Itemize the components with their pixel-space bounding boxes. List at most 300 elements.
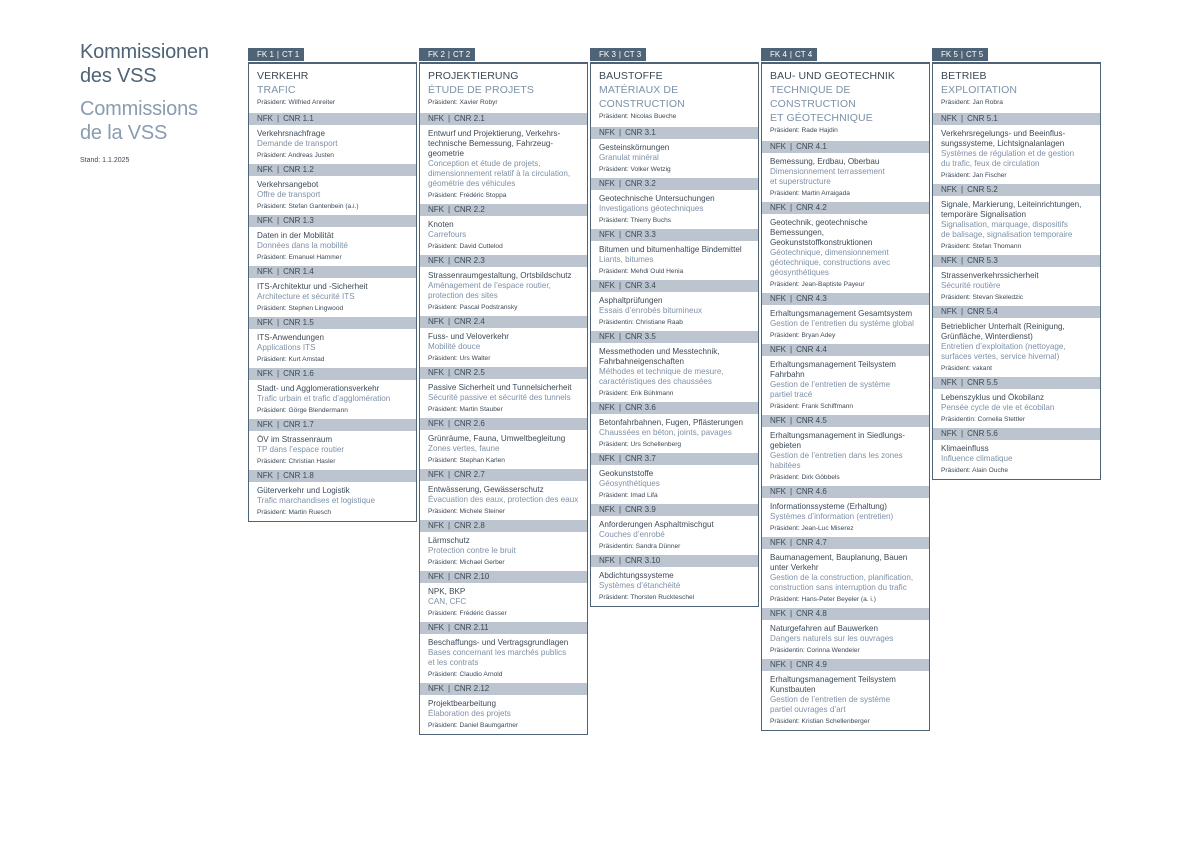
label-separator: | (961, 429, 964, 438)
subcommission-president: Präsident: Görge Blendermann (257, 407, 348, 414)
subcommission-title-de: Bemessung, Erdbau, Oberbau (770, 157, 880, 166)
subcommission-label (249, 368, 416, 380)
subcommission-president: Präsident: Daniel Baumgartner (428, 722, 519, 729)
subcommission-cnr: CNR (454, 572, 472, 581)
subcommission-label (420, 204, 587, 216)
subcommission-title-de: Geotechnische Untersuchungen (599, 194, 715, 203)
subcommission-nfk: NFK (941, 307, 957, 316)
subcommission-cnr: CNR (283, 216, 301, 225)
subcommission-president: Präsident: Erik Bühlmann (599, 390, 674, 397)
subcommission-cnr: CNR (796, 538, 814, 547)
subcommission-president: Präsident: Thierry Buchs (599, 217, 672, 224)
commission-column (419, 44, 588, 735)
subcommission-president: Präsident: Imad Lifa (599, 492, 658, 499)
subcommission-title-fr: surfaces vertes, service hivernal) (941, 352, 1060, 361)
subcommission-title-fr: et superstructure (770, 177, 831, 186)
subcommission-label (249, 113, 416, 125)
label-separator: | (619, 128, 622, 137)
subcommission-number: 3.7 (644, 454, 656, 463)
subcommission-president: Präsident: Christian Hasler (257, 458, 336, 465)
subcommission-president: Präsident: Pascal Podstransky (428, 304, 518, 311)
subcommission-nfk: NFK (941, 378, 957, 387)
subcommission-title-de: Geokunststoffkonstruktionen (770, 238, 873, 247)
subcommission (933, 318, 1100, 377)
page-title-fr-line: de la VSS (80, 122, 168, 144)
subcommission-president: Präsident: Volker Wetzig (599, 166, 671, 173)
subcommission (591, 516, 758, 555)
subcommission-title-de: Entwurf und Projektierung, Verkehrs- (428, 129, 561, 138)
subcommission-nfk: NFK (428, 470, 444, 479)
subcommission-cnr: CNR (283, 114, 301, 123)
subcommission-nfk: NFK (428, 205, 444, 214)
subcommission-label (762, 659, 929, 671)
subcommission-cnr: CNR (454, 205, 472, 214)
subcommission-cnr: CNR (967, 307, 985, 316)
subcommission-nfk: NFK (770, 609, 786, 618)
label-separator: | (790, 294, 793, 303)
subcommission-label (420, 418, 587, 430)
subcommission-cnr: CNR (625, 281, 643, 290)
commission-title-de: PROJEKTIERUNG (428, 70, 519, 82)
commission-tab-fk: FK 5 (941, 50, 958, 59)
subcommission-label (762, 202, 929, 214)
subcommission-label (762, 344, 929, 356)
subcommission-title-de: ÖV im Strassenraum (257, 435, 333, 444)
subcommission-cnr: CNR (454, 684, 472, 693)
subcommission-label (420, 683, 587, 695)
subcommission-title-de: Signale, Markierung, Leiteinrichtungen, (941, 200, 1082, 209)
subcommission-title-de: Stadt- und Agglomerationsverkehr (257, 384, 380, 393)
commission-president: Präsident: Wilfried Anreiter (257, 99, 336, 106)
subcommission-cnr: CNR (625, 454, 643, 463)
subcommission (249, 482, 416, 521)
label-separator: | (790, 609, 793, 618)
subcommission-number: 1.8 (302, 471, 314, 480)
subcommission-number: 1.6 (302, 369, 314, 378)
subcommission-title-de: ITS-Anwendungen (257, 333, 325, 342)
subcommission-title-de: Verkehrsnachfrage (257, 129, 325, 138)
commission-tab-ct: CT 2 (452, 50, 471, 59)
subcommission-title-fr: Applications ITS (257, 343, 316, 352)
subcommission-title-de: Projektbearbeitung (428, 699, 496, 708)
commission-header (420, 64, 587, 113)
subcommission-title-fr: Architecture et sécurité ITS (257, 292, 355, 301)
subcommission-title-fr: et les contrats (428, 658, 479, 667)
subcommission-cnr: CNR (454, 419, 472, 428)
commission-title-de: VERKEHR (257, 70, 309, 82)
subcommission-number: 5.1 (986, 114, 998, 123)
subcommission-title-fr: Aménagement de l’espace routier, (428, 281, 551, 290)
subcommission (762, 356, 929, 415)
subcommission-title-fr: Données dans la mobilité (257, 241, 348, 250)
subcommission-title-fr: Sécurité routière (941, 281, 1001, 290)
subcommission-president: Präsident: David Cuttelod (428, 243, 503, 250)
subcommission-title-fr: Gestion de l’entretien du système global (770, 319, 914, 328)
subcommission-title-fr: Systèmes d’information (entretien) (770, 512, 894, 521)
subcommission-title-fr: géotechnique, constructions avec (770, 258, 891, 267)
subcommission-president: Präsident: Martin Stauber (428, 406, 503, 413)
subcommission-title-fr: Carrefours (428, 230, 467, 239)
subcommission (420, 216, 587, 255)
subcommission-title-de: Verkehrsregelungs- und Beeinflus- (941, 129, 1066, 138)
subcommission-title-fr: Dangers naturels sur les ouvrages (770, 634, 894, 643)
subcommission-title-fr: TP dans l’espace routier (257, 445, 345, 454)
subcommission-number: 3.1 (644, 128, 656, 137)
subcommission-cnr: CNR (796, 294, 814, 303)
subcommission (591, 241, 758, 280)
subcommission (762, 214, 929, 293)
label-separator: | (790, 142, 793, 151)
subcommission-title-de: Passive Sicherheit und Tunnelsicherheit (428, 383, 572, 392)
subcommission-cnr: CNR (796, 203, 814, 212)
subcommission-president: Präsident: Stephan Karlen (428, 457, 505, 464)
commission-box (761, 62, 930, 731)
subcommission (591, 343, 758, 402)
subcommission-title-de: Erhaltungsmanagement Teilsystem (770, 360, 896, 369)
subcommission-label (420, 367, 587, 379)
subcommission (762, 498, 929, 537)
subcommission-label (420, 316, 587, 328)
label-separator: | (448, 419, 451, 428)
subcommission-nfk: NFK (599, 332, 615, 341)
subcommission-number: 3.2 (644, 179, 656, 188)
subcommission-title-de: gebieten (770, 441, 802, 450)
subcommission-title-fr: Couches d’enrobé (599, 530, 665, 539)
commission-columns (248, 44, 1101, 735)
label-separator: | (448, 317, 451, 326)
subcommission-nfk: NFK (257, 165, 273, 174)
subcommission-nfk: NFK (428, 623, 444, 632)
subcommission-number: 4.9 (815, 660, 827, 669)
subcommission-title-fr: Investigations géotechniques (599, 204, 704, 213)
subcommission (420, 379, 587, 418)
subcommission-title-fr: Sécurité passive et sécurité des tunnels (428, 393, 571, 402)
subcommission-title-de: Anforderungen Asphaltmischgut (599, 520, 714, 529)
subcommission-president: Präsident: Frédéric Gasser (428, 610, 507, 617)
subcommission-title-fr: partiel tracé (770, 390, 813, 399)
subcommission-title-fr: Systèmes de régulation et de gestion (941, 149, 1075, 158)
subcommission (420, 430, 587, 469)
subcommission-cnr: CNR (625, 230, 643, 239)
label-separator: | (448, 256, 451, 265)
subcommission-cnr: CNR (454, 521, 472, 530)
subcommission-title-fr: Influence climatique (941, 454, 1013, 463)
label-separator: | (790, 487, 793, 496)
subcommission-label (420, 520, 587, 532)
label-separator: | (277, 471, 280, 480)
subcommission (420, 481, 587, 520)
label-separator: | (448, 368, 451, 377)
subcommission-nfk: NFK (257, 318, 273, 327)
commission-header (933, 64, 1100, 113)
commission-title-fr: TECHNIQUE DE CONSTRUCTION (770, 84, 856, 110)
subcommission (249, 380, 416, 419)
subcommission-nfk: NFK (599, 403, 615, 412)
subcommission (249, 125, 416, 164)
subcommission-nfk: NFK (428, 256, 444, 265)
subcommission (591, 190, 758, 229)
subcommission-title-de: Güterverkehr und Logistik (257, 486, 350, 495)
subcommission-title-fr: partiel ouvrages d’art (770, 705, 846, 714)
subcommission-nfk: NFK (770, 416, 786, 425)
subcommission-number: 5.3 (986, 256, 998, 265)
label-separator: | (790, 538, 793, 547)
subcommission-president: Präsident: Jan Fischer (941, 172, 1007, 179)
subcommission-president: Präsident: vakant (941, 365, 992, 372)
subcommission-cnr: CNR (283, 165, 301, 174)
subcommission (591, 567, 758, 606)
page-title-de-line: Kommissionen (80, 41, 209, 63)
subcommission-cnr: CNR (625, 179, 643, 188)
subcommission (762, 549, 929, 608)
commission-box (590, 62, 759, 607)
subcommission-nfk: NFK (257, 369, 273, 378)
subcommission-title-fr: Liants, bitumes (599, 255, 654, 264)
subcommission-number: 2.1 (473, 114, 485, 123)
subcommission-title-de: Strassenverkehrssicherheit (941, 271, 1039, 280)
subcommission-title-fr: Gestion de l’entretien de système (770, 380, 891, 389)
tab-separator: | (960, 50, 963, 59)
commission-column (248, 44, 417, 522)
subcommission-nfk: NFK (428, 317, 444, 326)
subcommission-label (762, 608, 929, 620)
subcommission-nfk: NFK (257, 216, 273, 225)
subcommission-title-de: Grünfläche, Winterdienst) (941, 332, 1033, 341)
subcommission-title-fr: du trafic, feux de circulation (941, 159, 1040, 168)
commission-title-fr: EXPLOITATION (941, 84, 1018, 96)
label-separator: | (619, 179, 622, 188)
commission-president: Präsident: Nicolas Bueche (599, 113, 677, 120)
subcommission-president: Präsident: Urs Walter (428, 355, 491, 362)
subcommission-number: 3.10 (644, 556, 661, 565)
subcommission-president: Präsidentin: Sandra Dünner (599, 543, 681, 550)
subcommission (933, 389, 1100, 428)
subcommission-label (933, 255, 1100, 267)
subcommission-label (591, 127, 758, 139)
page-title-de (80, 40, 240, 88)
subcommission-president: Präsident: Claudio Arnold (428, 671, 503, 678)
subcommission-title-fr: Essais d’enrobés bitumineux (599, 306, 703, 315)
subcommission-title-de: sungssysteme, Lichtsignalanlagen (941, 139, 1065, 148)
tab-separator: | (276, 50, 279, 59)
subcommission-label (591, 555, 758, 567)
subcommission-nfk: NFK (257, 114, 273, 123)
subcommission-number: 4.2 (815, 203, 827, 212)
commission-tab (590, 48, 646, 61)
subcommission-president: Präsident: Martin Ruesch (257, 509, 332, 516)
subcommission-label (249, 317, 416, 329)
commission-tab-ct: CT 1 (281, 50, 300, 59)
subcommission-nfk: NFK (428, 114, 444, 123)
subcommission-label (420, 113, 587, 125)
commission-title-fr: TRAFIC (257, 84, 296, 96)
subcommission-nfk: NFK (428, 572, 444, 581)
subcommission-title-de: ITS-Architektur und -Sicherheit (257, 282, 368, 291)
subcommission (249, 278, 416, 317)
subcommission-nfk: NFK (770, 660, 786, 669)
subcommission-title-de: Erhaltungsmanagement Teilsystem (770, 675, 896, 684)
subcommission-cnr: CNR (967, 429, 985, 438)
subcommission-title-fr: Évacuation des eaux, protection des eaux (428, 495, 579, 504)
label-separator: | (619, 281, 622, 290)
subcommission-label (249, 215, 416, 227)
subcommission-number: 3.4 (644, 281, 656, 290)
subcommission-title-fr: construction sans interruption du trafic (770, 583, 907, 592)
subcommission (420, 532, 587, 571)
subcommission-label (591, 280, 758, 292)
subcommission-label (591, 453, 758, 465)
subcommission-title-de: unter Verkehr (770, 563, 819, 572)
subcommission-president: Präsident: Bryan Adey (770, 332, 836, 339)
subcommission (420, 267, 587, 316)
subcommission-president: Präsident: Michele Steiner (428, 508, 505, 515)
commission-tab-fk: FK 2 (428, 50, 445, 59)
subcommission-number: 4.7 (815, 538, 827, 547)
subcommission-number: 2.11 (473, 623, 489, 632)
subcommission-number: 1.7 (302, 420, 314, 429)
subcommission-title-de: Lärmschutz (428, 536, 470, 545)
subcommission-cnr: CNR (283, 369, 301, 378)
subcommission-president: Präsident: Stephen Lingwood (257, 305, 344, 312)
subcommission-title-fr: Géotechnique, dimensionnement (770, 248, 889, 257)
subcommission-title-de: geometrie (428, 149, 464, 158)
commission-box (248, 62, 417, 522)
subcommission-president: Präsident: Andreas Justen (257, 152, 334, 159)
subcommission-nfk: NFK (599, 281, 615, 290)
subcommission (420, 125, 587, 204)
subcommission-title-fr: de balisage, signalisation temporaire (941, 230, 1073, 239)
subcommission-title-de: Daten in der Mobilität (257, 231, 334, 240)
subcommission-president: Präsident: Kristian Schellenberger (770, 718, 870, 725)
subcommission (249, 329, 416, 368)
subcommission-label (762, 293, 929, 305)
subcommission-label (762, 537, 929, 549)
commission-title-fr: ET GÉOTECHNIQUE (770, 112, 873, 124)
subcommission (249, 176, 416, 215)
commission-tab-ct: CT 5 (965, 50, 984, 59)
subcommission-president: Präsident: Jean-Luc Miserez (770, 525, 854, 532)
page-header (80, 40, 240, 164)
subcommission-title-de: NPK, BKP (428, 587, 466, 596)
subcommission-president: Präsidentin: Cornelia Stettler (941, 416, 1025, 423)
subcommission (762, 153, 929, 202)
subcommission-nfk: NFK (770, 538, 786, 547)
subcommission-president: Präsident: Dirk Göbbels (770, 474, 840, 481)
subcommission-title-de: Verkehrsangebot (257, 180, 319, 189)
commission-title-de: BAU- UND GEOTECHNIK (770, 70, 895, 82)
commission-tab-fk: FK 4 (770, 50, 787, 59)
subcommission-title-fr: Chaussées en béton, joints, pavages (599, 428, 732, 437)
commission-tab-ct: CT 3 (623, 50, 642, 59)
subcommission-cnr: CNR (625, 556, 643, 565)
subcommission-president: Präsident: Frédéric Stoppa (428, 192, 507, 199)
subcommission-title-fr: Dimensionnement terrassement (770, 167, 885, 176)
subcommission-president: Präsident: Mehdi Ould Henia (599, 268, 684, 275)
commission-header (249, 64, 416, 113)
subcommission-title-fr: Élaboration des projets (428, 709, 511, 718)
commission-header (762, 64, 929, 141)
label-separator: | (961, 256, 964, 265)
subcommission-cnr: CNR (283, 420, 301, 429)
tab-separator: | (618, 50, 621, 59)
subcommission-nfk: NFK (770, 345, 786, 354)
subcommission (762, 671, 929, 730)
subcommission-nfk: NFK (770, 142, 786, 151)
subcommission-title-fr: Entretien d’exploitation (nettoyage, (941, 342, 1066, 351)
tab-separator: | (789, 50, 792, 59)
subcommission-title-fr: géosynthétiques (770, 268, 829, 277)
subcommission-nfk: NFK (599, 230, 615, 239)
subcommission (420, 328, 587, 367)
subcommission-president: Präsident: Emanuel Hammer (257, 254, 342, 261)
subcommission-cnr: CNR (454, 368, 472, 377)
subcommission-number: 4.5 (815, 416, 827, 425)
subcommission-nfk: NFK (770, 294, 786, 303)
subcommission-cnr: CNR (796, 660, 814, 669)
commission-title-fr: ÉTUDE DE PROJETS (428, 84, 535, 96)
commission-president: Präsident: Rade Hajdin (770, 127, 838, 134)
commission-tab-fk: FK 1 (257, 50, 274, 59)
subcommission-president: Präsident: Stefan Gantenbein (a.i.) (257, 203, 359, 210)
subcommission-title-de: Strassenraumgestaltung, Ortsbildschutz (428, 271, 572, 280)
subcommission-title-fr: Trafic urbain et trafic d’agglomération (257, 394, 391, 403)
label-separator: | (448, 114, 451, 123)
subcommission-number: 2.8 (473, 521, 485, 530)
subcommission-number: 4.3 (815, 294, 827, 303)
subcommission-label (762, 415, 929, 427)
subcommission-cnr: CNR (625, 128, 643, 137)
subcommission-cnr: CNR (796, 416, 814, 425)
subcommission-title-de: Naturgefahren auf Bauwerken (770, 624, 878, 633)
subcommission-label (762, 486, 929, 498)
subcommission-nfk: NFK (428, 684, 444, 693)
subcommission-nfk: NFK (599, 505, 615, 514)
subcommission-number: 5.2 (986, 185, 998, 194)
subcommission (249, 227, 416, 266)
subcommission-cnr: CNR (967, 185, 985, 194)
subcommission-number: 2.3 (473, 256, 485, 265)
subcommission-cnr: CNR (454, 256, 472, 265)
subcommission-cnr: CNR (454, 470, 472, 479)
commission-tab (761, 48, 817, 61)
page-title-fr-line: Commissions (80, 98, 198, 120)
subcommission-title-fr: Signalisation, marquage, dispositifs (941, 220, 1068, 229)
subcommission-cnr: CNR (283, 318, 301, 327)
subcommission-number: 2.10 (473, 572, 490, 581)
subcommission-title-de: Asphaltprüfungen (599, 296, 663, 305)
subcommission-president: Präsident: Thorsten Ruckteschel (599, 594, 695, 601)
subcommission-president: Präsident: Kurt Amstad (257, 356, 325, 363)
subcommission (591, 414, 758, 453)
subcommission-label (591, 402, 758, 414)
subcommission-president: Präsidentin: Corinna Wendeler (770, 647, 860, 654)
subcommission-label (591, 178, 758, 190)
subcommission-cnr: CNR (454, 317, 472, 326)
subcommission-cnr: CNR (796, 609, 814, 618)
subcommission-cnr: CNR (796, 345, 814, 354)
subcommission-title-fr: habitées (770, 461, 801, 470)
label-separator: | (619, 505, 622, 514)
commission-tab (419, 48, 475, 61)
subcommission-number: 5.4 (986, 307, 998, 316)
subcommission-title-de: Betonfahrbahnen, Fugen, Pflästerungen (599, 418, 743, 427)
subcommission-title-fr: Systèmes d’étanchéité (599, 581, 681, 590)
subcommission-number: 2.7 (473, 470, 485, 479)
subcommission-number: 3.6 (644, 403, 656, 412)
subcommission-nfk: NFK (428, 368, 444, 377)
subcommission-title-fr: Gestion de l’entretien de système (770, 695, 891, 704)
subcommission-title-fr: Géosynthétiques (599, 479, 660, 488)
